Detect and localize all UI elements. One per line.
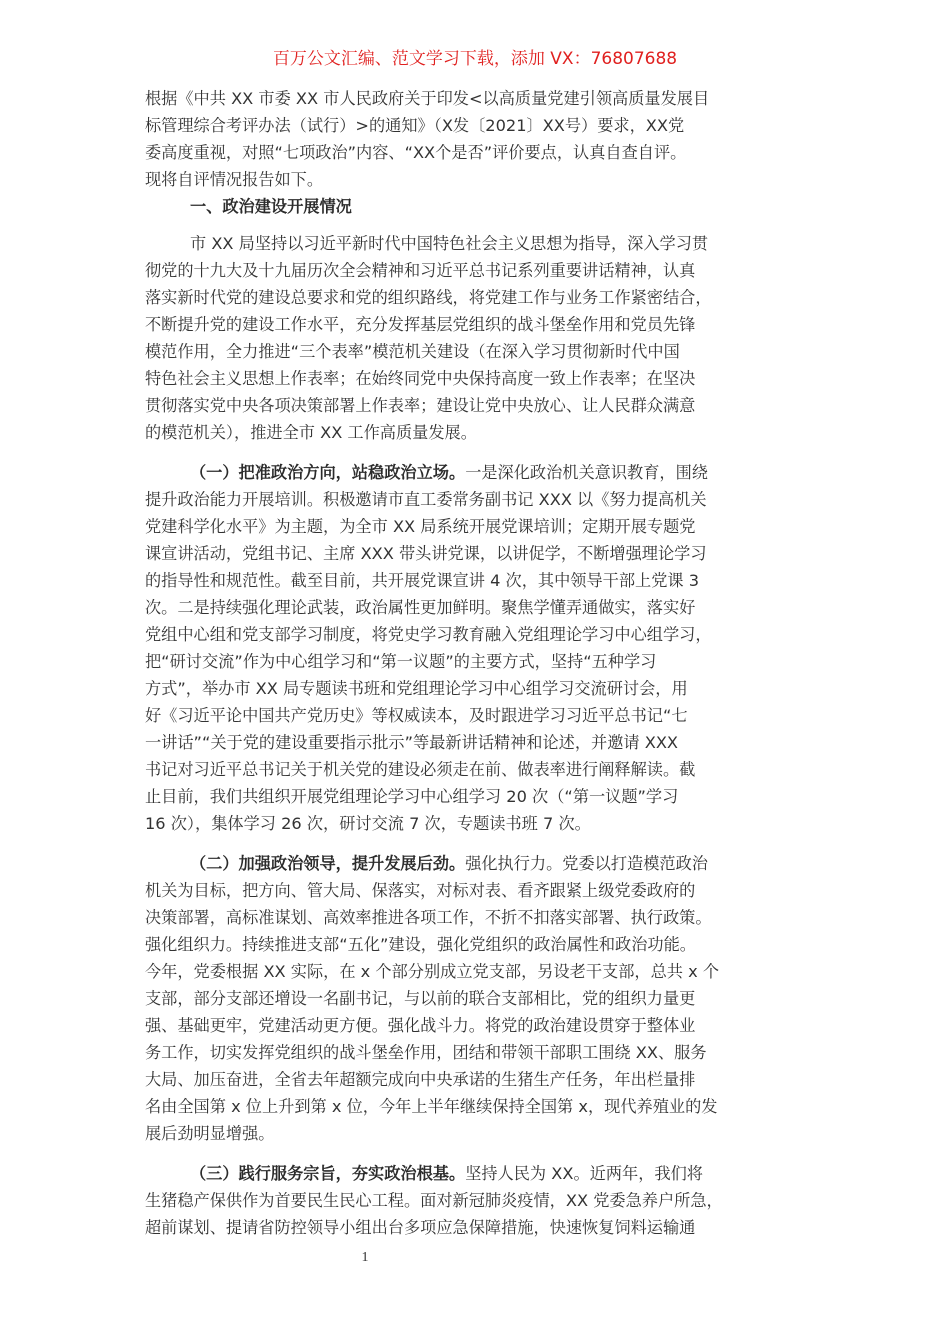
text-line: 展后劲明显增强。 <box>145 1124 275 1143</box>
text-line: 党建科学化水平》为主题，为全市 XX 局系统开展党课培训；定期开展专题党 <box>145 517 696 536</box>
text-line: 贯彻落实党中央各项决策部署上作表率；建设让党中央放心、让人民群众满意 <box>145 396 696 415</box>
text-line: 把“研讨交流”作为中心组学习和“第一议题”的主要方式，坚持“五种学习 <box>145 652 657 671</box>
spacer <box>145 446 820 459</box>
text-line: 方式”，举办市 XX 局专题读书班和党组理论学习中心组学习交流研讨会，用 <box>145 679 688 698</box>
text-line: 市 XX 局坚持以习近平新时代中国特色社会主义思想为指导，深入学习贯 <box>190 234 709 253</box>
text-line: 的指导性和规范性。截至目前，共开展党课宣讲 4 次，其中领导干部上党课 3 <box>145 571 700 590</box>
text-line: 决策部署，高标准谋划、高效率推进各项工作，不折不扣落实部署、执行政策。 <box>145 908 712 927</box>
text-line: 提升政治能力开展培训。积极邀请市直工委常务副书记 XXX 以《努力提高机关 <box>145 490 707 509</box>
text-run: 坚持人民为 XX。近两年，我们将 <box>465 1164 703 1183</box>
text-run: 强化执行力。党委以打造模范政治 <box>465 854 708 873</box>
subsection-2 <box>145 850 820 1147</box>
text-line: 好《习近平论中国共产党历史》等权威读本，及时跟进学习习近平总书记“七 <box>145 706 688 725</box>
text-line: 现将自评情况报告如下。 <box>145 170 324 189</box>
subsection-first-line <box>145 1160 820 1187</box>
text-line: 16 次），集体学习 26 次，研讨交流 7 次，专题读书班 7 次。 <box>145 814 591 833</box>
section-heading: 一、政治建设开展情况 <box>190 197 352 216</box>
watermark-banner: 百万公文汇编、范文学习下载，添加 VX：76807688 <box>272 49 678 69</box>
text-run: 一是深化政治机关意识教育，围绕 <box>465 463 708 482</box>
text-line: 超前谋划、提请省防控领导小组出台多项应急保障措施，快速恢复饲料运输通 <box>145 1218 696 1237</box>
intro-paragraph <box>145 85 820 193</box>
text-line: 次。二是持续强化理论武装，政治属性更加鲜明。聚焦学懂弄通做实，落实好 <box>145 598 696 617</box>
text-line: 模范作用，全力推进“三个表率”模范机关建设（在深入学习贯彻新时代中国 <box>145 342 680 361</box>
page-number: 1 <box>361 1250 369 1265</box>
text-line: 的模范机关），推进全市 XX 工作高质量发展。 <box>145 423 477 442</box>
text-line: 生猪稳产保供作为首要民生民心工程。面对新冠肺炎疫情，XX 党委急养户所急， <box>145 1191 723 1210</box>
text-line: 特色社会主义思想上作表率；在始终同党中央保持高度一致上作表率；在坚决 <box>145 369 696 388</box>
text-line: 机关为目标，把方向、管大局、保落实，对标对表、看齐跟紧上级党委政府的 <box>145 881 696 900</box>
subsection-first-line <box>145 459 820 486</box>
subsection-1 <box>145 459 820 837</box>
text-line: 强化组织力。持续推进支部“五化”建设，强化党组织的政治属性和政治功能。 <box>145 935 696 954</box>
spacer <box>145 220 820 230</box>
document-body <box>145 85 820 1241</box>
subsection-title: （二）加强政治领导，提升发展后劲。 <box>190 854 466 873</box>
text-line: 务工作，切实发挥党组织的战斗堡垒作用，团结和带领干部职工围绕 XX、服务 <box>145 1043 707 1062</box>
subsection-title: （三）践行服务宗旨，夯实政治根基。 <box>190 1164 466 1183</box>
text-line: 落实新时代党的建设总要求和党的组织路线，将党建工作与业务工作紧密结合， <box>145 288 712 307</box>
text-line: 止目前，我们共组织开展党组理论学习中心组学习 20 次（“第一议题”学习 <box>145 787 679 806</box>
spacer <box>145 837 820 850</box>
text-line: 标管理综合考评办法（试行）>的通知》（X发〔2021〕XX号）要求，XX党 <box>145 116 685 135</box>
text-line: 委高度重视，对照“七项政治”内容、“XX个是否”评价要点，认真自查自评。 <box>145 143 687 162</box>
overview-paragraph <box>145 230 820 446</box>
text-line: 名由全国第 x 位上升到第 x 位，今年上半年继续保持全国第 x，现代养殖业的发 <box>145 1097 718 1116</box>
text-line: 今年，党委根据 XX 实际，在 x 个部分别成立党支部，另设老干支部，总共 x 个 <box>145 962 720 981</box>
spacer <box>145 1147 820 1160</box>
text-line: 大局、加压奋进，全省去年超额完成向中央承诺的生猪生产任务，年出栏量排 <box>145 1070 696 1089</box>
text-line: 根据《中共 XX 市委 XX 市人民政府关于印发<以高质量党建引领高质量发展目 <box>145 89 710 108</box>
text-line: 课宣讲活动，党组书记、主席 XXX 带头讲党课，以讲促学，不断增强理论学习 <box>145 544 707 563</box>
subsection-3 <box>145 1160 820 1241</box>
text-line: 强、基础更牢，党建活动更方便。强化战斗力。将党的政治建设贯穿于整体业 <box>145 1016 696 1035</box>
subsection-title: （一）把准政治方向，站稳政治立场。 <box>190 463 466 482</box>
text-line: 彻党的十九大及十九届历次全会精神和习近平总书记系列重要讲话精神，认真 <box>145 261 696 280</box>
text-line: 书记对习近平总书记关于机关党的建设必须走在前、做表率进行阐释解读。截 <box>145 760 696 779</box>
text-line: 一讲话”“关于党的建设重要指示批示”等最新讲话精神和论述，并邀请 XXX <box>145 733 679 752</box>
text-line: 支部，部分支部还增设一名副书记，与以前的联合支部相比，党的组织力量更 <box>145 989 696 1008</box>
subsection-first-line <box>145 850 820 877</box>
text-line: 不断提升党的建设工作水平，充分发挥基层党组织的战斗堡垒作用和党员先锋 <box>145 315 696 334</box>
text-line: 党组中心组和党支部学习制度，将党史学习教育融入党组理论学习中心组学习， <box>145 625 712 644</box>
